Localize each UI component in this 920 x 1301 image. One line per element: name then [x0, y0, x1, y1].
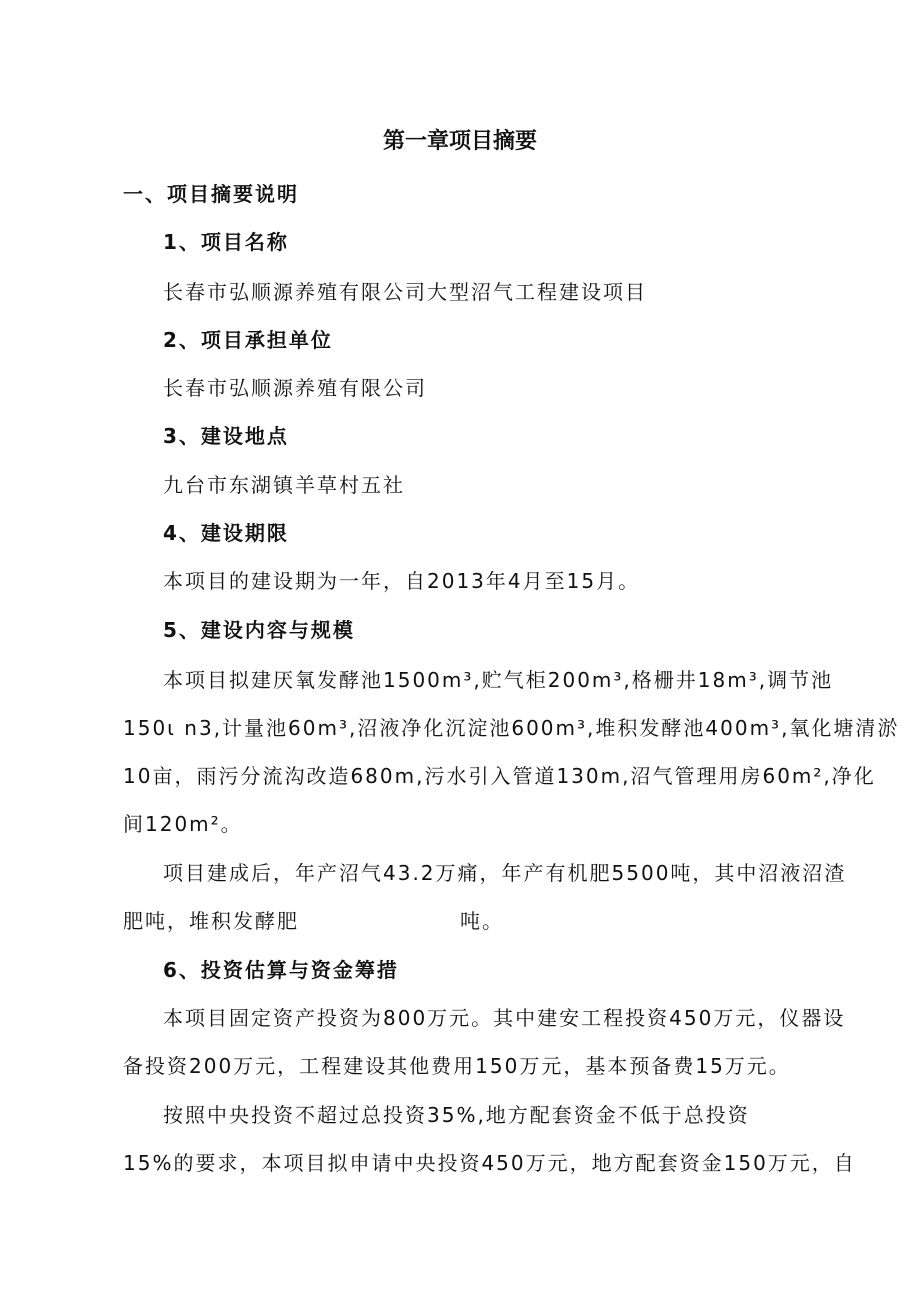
item-heading-project-name: 1、项目名称 — [163, 230, 289, 254]
investment-line-2: 备投资200万元，工程建设其他费用150万元，基本预备费15万元。 — [123, 1054, 791, 1078]
item-body-location: 九台市东湖镇羊草村五社 — [163, 473, 405, 497]
section-heading: 一、项目摘要说明 — [123, 182, 299, 206]
item-body-project-name: 长春市弘顺源养殖有限公司大型沼气工程建设项目 — [163, 280, 647, 304]
item-heading-period: 4、建设期限 — [163, 521, 289, 545]
item-body-period: 本项目的建设期为一年，自2013年4月至15月。 — [163, 569, 641, 593]
item-body-undertaking-unit: 长春市弘顺源养殖有限公司 — [163, 376, 427, 400]
scale-line-3: 10亩，雨污分流沟改造680m,污水引入管道130m,沼气管理用房60m²,净化 — [123, 764, 876, 788]
scale-line-2: 150ι n3,计量池60m³,沼液净化沉淀池600m³,堆积发酵池400m³,氧化塘清淤 — [123, 716, 900, 740]
funding-line-1: 按照中央投资不超过总投资35%,地方配套资金不低于总投资 — [163, 1103, 750, 1127]
item-heading-location: 3、建设地点 — [163, 424, 289, 448]
output-line-2: 肥吨，堆积发酵肥 — [123, 909, 299, 933]
investment-line-1: 本项目固定资产投资为800万元。其中建安工程投资450万元，仪器设 — [163, 1006, 846, 1030]
scale-line-1: 本项目拟建厌氧发酵池1500m³,贮气柜200m³,格栅井18m³,调节池 — [163, 668, 834, 692]
output-line-1: 项目建成后，年产沼气43.2万痛，年产有机肥5500吨，其中沼液沼渣 — [163, 861, 847, 885]
funding-line-2: 15%的要求，本项目拟申请中央投资450万元，地方配套资金150万元，自 — [123, 1151, 856, 1175]
output-line-3: 吨。 — [460, 909, 504, 933]
scale-line-4: 间120m²。 — [123, 812, 243, 836]
chapter-title: 第一章项目摘要 — [382, 129, 537, 154]
item-heading-investment: 6、投资估算与资金筹措 — [163, 958, 399, 982]
item-heading-content-scale: 5、建设内容与规模 — [163, 618, 355, 642]
item-heading-undertaking-unit: 2、项目承担单位 — [163, 328, 333, 352]
